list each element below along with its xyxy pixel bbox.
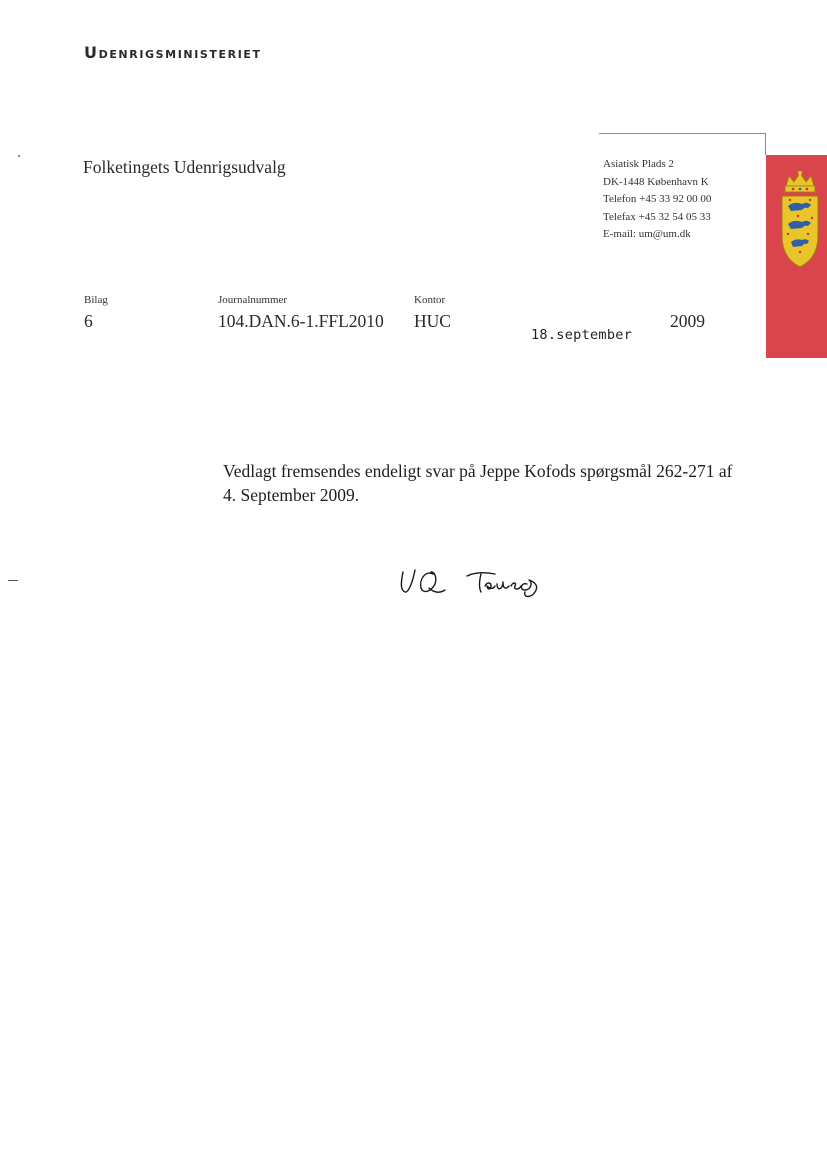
date-day-month: 18.september <box>531 327 633 343</box>
scan-speck <box>18 155 20 157</box>
bilag-label: Bilag <box>84 294 108 306</box>
recipient: Folketingets Udenrigsudvalg <box>83 157 286 177</box>
address-phone: Telefon +45 33 92 00 00 <box>603 193 712 205</box>
bilag-value: 6 <box>84 311 93 331</box>
letter-body: Vedlagt fremsendes endeligt svar på Jeppe Kofods spørgsmål 262-271 af 4. September 2009. <box>223 461 733 505</box>
address-fax: Telefax +45 32 54 05 33 <box>603 210 711 223</box>
address-city: DK-1448 København K <box>603 175 709 188</box>
margin-mark <box>8 580 18 581</box>
address-street: Asiatisk Plads 2 <box>603 158 674 170</box>
address-email: E-mail: um@um.dk <box>603 228 691 240</box>
ministry-name: Udenrigsministeriet <box>84 43 262 62</box>
kontor-value: HUC <box>414 311 451 331</box>
sender-address <box>603 156 711 244</box>
kontor-label: Kontor <box>414 294 446 306</box>
address-rule <box>599 133 766 134</box>
journal-value: 104.DAN.6-1.FFL2010 <box>218 311 384 331</box>
danish-coat-of-arms-icon <box>778 170 822 270</box>
journal-label: Journalnummer <box>218 294 288 306</box>
date-year: 2009 <box>670 311 705 331</box>
address-side-rule <box>765 133 766 155</box>
signature <box>395 560 565 608</box>
